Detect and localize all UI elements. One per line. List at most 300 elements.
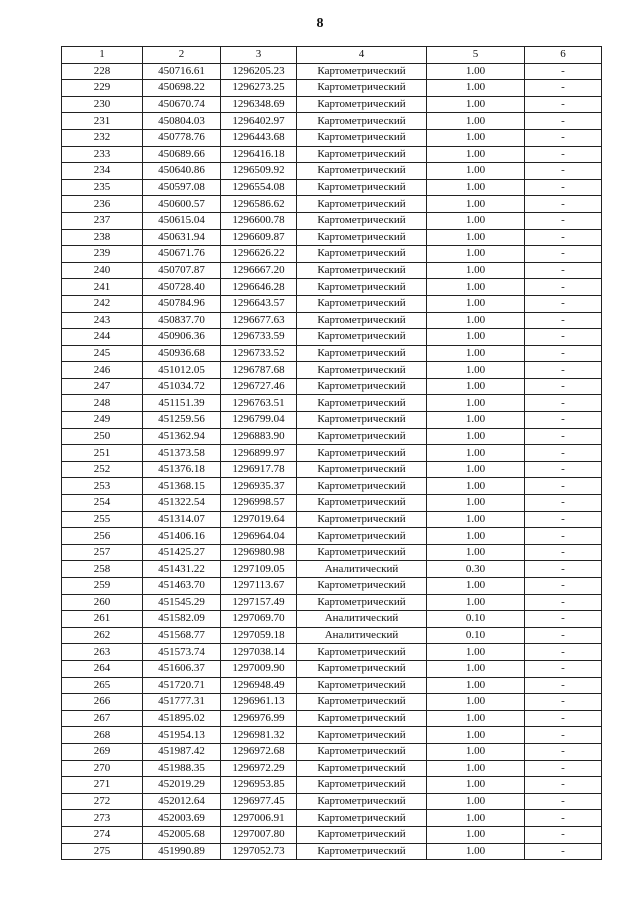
point-number-cell: 233 (62, 146, 143, 163)
x-coordinate-cell: 451431.22 (143, 561, 221, 578)
x-coordinate-cell: 451425.27 (143, 544, 221, 561)
note-cell: - (525, 843, 602, 860)
x-coordinate-cell: 451362.94 (143, 428, 221, 445)
y-coordinate-cell: 1296205.23 (221, 63, 297, 80)
table-row (62, 229, 602, 246)
y-coordinate-cell: 1296787.68 (221, 362, 297, 379)
note-cell: - (525, 611, 602, 628)
method-cell: Картометрический (297, 461, 427, 478)
column-header: 5 (427, 47, 525, 64)
note-cell: - (525, 412, 602, 429)
method-cell: Картометрический (297, 329, 427, 346)
accuracy-cell: 1.00 (427, 810, 525, 827)
note-cell: - (525, 561, 602, 578)
x-coordinate-cell: 451988.35 (143, 760, 221, 777)
method-cell: Картометрический (297, 345, 427, 362)
point-number-cell: 229 (62, 80, 143, 97)
point-number-cell: 260 (62, 594, 143, 611)
point-number-cell: 268 (62, 727, 143, 744)
method-cell: Картометрический (297, 212, 427, 229)
method-cell: Картометрический (297, 196, 427, 213)
note-cell: - (525, 445, 602, 462)
x-coordinate-cell: 451376.18 (143, 461, 221, 478)
note-cell: - (525, 212, 602, 229)
accuracy-cell: 1.00 (427, 63, 525, 80)
method-cell: Аналитический (297, 627, 427, 644)
table-row (62, 262, 602, 279)
column-header: 1 (62, 47, 143, 64)
accuracy-cell: 1.00 (427, 644, 525, 661)
y-coordinate-cell: 1297009.90 (221, 660, 297, 677)
x-coordinate-cell: 450670.74 (143, 96, 221, 113)
table-row (62, 362, 602, 379)
y-coordinate-cell: 1297059.18 (221, 627, 297, 644)
note-cell: - (525, 495, 602, 512)
point-number-cell: 263 (62, 644, 143, 661)
point-number-cell: 238 (62, 229, 143, 246)
note-cell: - (525, 644, 602, 661)
point-number-cell: 235 (62, 179, 143, 196)
method-cell: Картометрический (297, 312, 427, 329)
accuracy-cell: 1.00 (427, 378, 525, 395)
column-header: 3 (221, 47, 297, 64)
accuracy-cell: 1.00 (427, 461, 525, 478)
table-row (62, 196, 602, 213)
x-coordinate-cell: 451545.29 (143, 594, 221, 611)
x-coordinate-cell: 450778.76 (143, 129, 221, 146)
point-number-cell: 241 (62, 279, 143, 296)
table-row (62, 528, 602, 545)
method-cell: Картометрический (297, 727, 427, 744)
method-cell: Картометрический (297, 378, 427, 395)
x-coordinate-cell: 450707.87 (143, 262, 221, 279)
point-number-cell: 250 (62, 428, 143, 445)
table-row (62, 727, 602, 744)
point-number-cell: 230 (62, 96, 143, 113)
table-row (62, 777, 602, 794)
note-cell: - (525, 329, 602, 346)
note-cell: - (525, 478, 602, 495)
table-row (62, 212, 602, 229)
x-coordinate-cell: 451573.74 (143, 644, 221, 661)
method-cell: Картометрический (297, 478, 427, 495)
method-cell: Картометрический (297, 777, 427, 794)
note-cell: - (525, 395, 602, 412)
accuracy-cell: 1.00 (427, 677, 525, 694)
y-coordinate-cell: 1296883.90 (221, 428, 297, 445)
table-row (62, 445, 602, 462)
y-coordinate-cell: 1296799.04 (221, 412, 297, 429)
note-cell: - (525, 163, 602, 180)
accuracy-cell: 1.00 (427, 578, 525, 595)
method-cell: Картометрический (297, 295, 427, 312)
accuracy-cell: 1.00 (427, 395, 525, 412)
column-header: 6 (525, 47, 602, 64)
note-cell: - (525, 777, 602, 794)
x-coordinate-cell: 452019.29 (143, 777, 221, 794)
y-coordinate-cell: 1296733.59 (221, 329, 297, 346)
y-coordinate-cell: 1296917.78 (221, 461, 297, 478)
point-number-cell: 249 (62, 412, 143, 429)
coordinates-table (61, 46, 602, 860)
accuracy-cell: 1.00 (427, 295, 525, 312)
note-cell: - (525, 810, 602, 827)
y-coordinate-cell: 1297038.14 (221, 644, 297, 661)
point-number-cell: 267 (62, 710, 143, 727)
method-cell: Аналитический (297, 561, 427, 578)
accuracy-cell: 1.00 (427, 727, 525, 744)
table-row (62, 478, 602, 495)
x-coordinate-cell: 451368.15 (143, 478, 221, 495)
note-cell: - (525, 826, 602, 843)
x-coordinate-cell: 450716.61 (143, 63, 221, 80)
point-number-cell: 256 (62, 528, 143, 545)
x-coordinate-cell: 450689.66 (143, 146, 221, 163)
accuracy-cell: 1.00 (427, 511, 525, 528)
method-cell: Картометрический (297, 113, 427, 130)
table-row (62, 644, 602, 661)
method-cell: Аналитический (297, 611, 427, 628)
table-row (62, 378, 602, 395)
note-cell: - (525, 146, 602, 163)
y-coordinate-cell: 1297006.91 (221, 810, 297, 827)
method-cell: Картометрический (297, 495, 427, 512)
y-coordinate-cell: 1297109.05 (221, 561, 297, 578)
table-header-row (62, 47, 602, 64)
y-coordinate-cell: 1296586.62 (221, 196, 297, 213)
note-cell: - (525, 793, 602, 810)
note-cell: - (525, 743, 602, 760)
accuracy-cell: 1.00 (427, 826, 525, 843)
point-number-cell: 252 (62, 461, 143, 478)
method-cell: Картометрический (297, 80, 427, 97)
y-coordinate-cell: 1296981.32 (221, 727, 297, 744)
point-number-cell: 271 (62, 777, 143, 794)
table-row (62, 660, 602, 677)
x-coordinate-cell: 450640.86 (143, 163, 221, 180)
accuracy-cell: 1.00 (427, 229, 525, 246)
x-coordinate-cell: 450784.96 (143, 295, 221, 312)
note-cell: - (525, 461, 602, 478)
method-cell: Картометрический (297, 594, 427, 611)
y-coordinate-cell: 1296677.63 (221, 312, 297, 329)
table-row (62, 163, 602, 180)
x-coordinate-cell: 450597.08 (143, 179, 221, 196)
accuracy-cell: 1.00 (427, 760, 525, 777)
point-number-cell: 258 (62, 561, 143, 578)
x-coordinate-cell: 451034.72 (143, 378, 221, 395)
y-coordinate-cell: 1296667.20 (221, 262, 297, 279)
note-cell: - (525, 528, 602, 545)
method-cell: Картометрический (297, 826, 427, 843)
point-number-cell: 273 (62, 810, 143, 827)
accuracy-cell: 1.00 (427, 312, 525, 329)
point-number-cell: 239 (62, 246, 143, 263)
point-number-cell: 248 (62, 395, 143, 412)
accuracy-cell: 1.00 (427, 495, 525, 512)
note-cell: - (525, 677, 602, 694)
y-coordinate-cell: 1296443.68 (221, 129, 297, 146)
point-number-cell: 265 (62, 677, 143, 694)
point-number-cell: 247 (62, 378, 143, 395)
y-coordinate-cell: 1297113.67 (221, 578, 297, 595)
accuracy-cell: 1.00 (427, 96, 525, 113)
column-header: 2 (143, 47, 221, 64)
y-coordinate-cell: 1296416.18 (221, 146, 297, 163)
method-cell: Картометрический (297, 179, 427, 196)
accuracy-cell: 1.00 (427, 113, 525, 130)
method-cell: Картометрический (297, 163, 427, 180)
y-coordinate-cell: 1296935.37 (221, 478, 297, 495)
y-coordinate-cell: 1296972.29 (221, 760, 297, 777)
table-row (62, 146, 602, 163)
method-cell: Картометрический (297, 843, 427, 860)
x-coordinate-cell: 450698.22 (143, 80, 221, 97)
method-cell: Картометрический (297, 428, 427, 445)
y-coordinate-cell: 1297019.64 (221, 511, 297, 528)
x-coordinate-cell: 451463.70 (143, 578, 221, 595)
point-number-cell: 272 (62, 793, 143, 810)
table-row (62, 495, 602, 512)
x-coordinate-cell: 451954.13 (143, 727, 221, 744)
note-cell: - (525, 710, 602, 727)
note-cell: - (525, 544, 602, 561)
page-number: 8 (316, 16, 324, 31)
accuracy-cell: 1.00 (427, 163, 525, 180)
note-cell: - (525, 345, 602, 362)
note-cell: - (525, 578, 602, 595)
method-cell: Картометрический (297, 578, 427, 595)
table-row (62, 345, 602, 362)
x-coordinate-cell: 451777.31 (143, 694, 221, 711)
note-cell: - (525, 246, 602, 263)
point-number-cell: 254 (62, 495, 143, 512)
method-cell: Картометрический (297, 129, 427, 146)
note-cell: - (525, 694, 602, 711)
note-cell: - (525, 627, 602, 644)
y-coordinate-cell: 1296763.51 (221, 395, 297, 412)
table-row (62, 63, 602, 80)
y-coordinate-cell: 1296554.08 (221, 179, 297, 196)
method-cell: Картометрический (297, 694, 427, 711)
x-coordinate-cell: 450804.03 (143, 113, 221, 130)
table-row (62, 329, 602, 346)
x-coordinate-cell: 450728.40 (143, 279, 221, 296)
table-row (62, 295, 602, 312)
table-row (62, 412, 602, 429)
y-coordinate-cell: 1296953.85 (221, 777, 297, 794)
point-number-cell: 234 (62, 163, 143, 180)
table-row (62, 611, 602, 628)
accuracy-cell: 1.00 (427, 445, 525, 462)
y-coordinate-cell: 1296948.49 (221, 677, 297, 694)
table-row (62, 428, 602, 445)
table-row (62, 826, 602, 843)
table-row (62, 760, 602, 777)
table-row (62, 279, 602, 296)
accuracy-cell: 1.00 (427, 710, 525, 727)
note-cell: - (525, 660, 602, 677)
note-cell: - (525, 196, 602, 213)
x-coordinate-cell: 450906.36 (143, 329, 221, 346)
table-row (62, 312, 602, 329)
y-coordinate-cell: 1296609.87 (221, 229, 297, 246)
x-coordinate-cell: 450631.94 (143, 229, 221, 246)
note-cell: - (525, 63, 602, 80)
table-row (62, 578, 602, 595)
accuracy-cell: 1.00 (427, 262, 525, 279)
y-coordinate-cell: 1296600.78 (221, 212, 297, 229)
table-row (62, 843, 602, 860)
note-cell: - (525, 727, 602, 744)
table-row (62, 810, 602, 827)
point-number-cell: 242 (62, 295, 143, 312)
point-number-cell: 274 (62, 826, 143, 843)
point-number-cell: 261 (62, 611, 143, 628)
accuracy-cell: 1.00 (427, 279, 525, 296)
table-row (62, 96, 602, 113)
method-cell: Картометрический (297, 412, 427, 429)
method-cell: Картометрический (297, 229, 427, 246)
y-coordinate-cell: 1297069.70 (221, 611, 297, 628)
x-coordinate-cell: 451606.37 (143, 660, 221, 677)
note-cell: - (525, 760, 602, 777)
point-number-cell: 246 (62, 362, 143, 379)
x-coordinate-cell: 452003.69 (143, 810, 221, 827)
method-cell: Картометрический (297, 146, 427, 163)
accuracy-cell: 1.00 (427, 412, 525, 429)
x-coordinate-cell: 450671.76 (143, 246, 221, 263)
point-number-cell: 251 (62, 445, 143, 462)
x-coordinate-cell: 450837.70 (143, 312, 221, 329)
point-number-cell: 266 (62, 694, 143, 711)
y-coordinate-cell: 1296980.98 (221, 544, 297, 561)
x-coordinate-cell: 450615.04 (143, 212, 221, 229)
point-number-cell: 264 (62, 660, 143, 677)
method-cell: Картометрический (297, 644, 427, 661)
table-row (62, 694, 602, 711)
y-coordinate-cell: 1296646.28 (221, 279, 297, 296)
accuracy-cell: 1.00 (427, 179, 525, 196)
x-coordinate-cell: 452005.68 (143, 826, 221, 843)
accuracy-cell: 1.00 (427, 743, 525, 760)
method-cell: Картометрический (297, 793, 427, 810)
note-cell: - (525, 511, 602, 528)
method-cell: Картометрический (297, 262, 427, 279)
table-row (62, 710, 602, 727)
method-cell: Картометрический (297, 810, 427, 827)
y-coordinate-cell: 1296964.04 (221, 528, 297, 545)
y-coordinate-cell: 1296977.45 (221, 793, 297, 810)
method-cell: Картометрический (297, 445, 427, 462)
note-cell: - (525, 378, 602, 395)
note-cell: - (525, 262, 602, 279)
method-cell: Картометрический (297, 96, 427, 113)
y-coordinate-cell: 1296727.46 (221, 378, 297, 395)
column-header: 4 (297, 47, 427, 64)
note-cell: - (525, 113, 602, 130)
method-cell: Картометрический (297, 660, 427, 677)
point-number-cell: 270 (62, 760, 143, 777)
note-cell: - (525, 129, 602, 146)
note-cell: - (525, 229, 602, 246)
table-row (62, 246, 602, 263)
point-number-cell: 245 (62, 345, 143, 362)
x-coordinate-cell: 451151.39 (143, 395, 221, 412)
accuracy-cell: 0.10 (427, 627, 525, 644)
x-coordinate-cell: 451895.02 (143, 710, 221, 727)
y-coordinate-cell: 1297007.80 (221, 826, 297, 843)
accuracy-cell: 1.00 (427, 345, 525, 362)
table-row (62, 561, 602, 578)
method-cell: Картометрический (297, 63, 427, 80)
point-number-cell: 253 (62, 478, 143, 495)
accuracy-cell: 1.00 (427, 660, 525, 677)
accuracy-cell: 1.00 (427, 777, 525, 794)
point-number-cell: 259 (62, 578, 143, 595)
accuracy-cell: 1.00 (427, 362, 525, 379)
method-cell: Картометрический (297, 362, 427, 379)
x-coordinate-cell: 451568.77 (143, 627, 221, 644)
table-row (62, 743, 602, 760)
note-cell: - (525, 80, 602, 97)
y-coordinate-cell: 1296348.69 (221, 96, 297, 113)
accuracy-cell: 1.00 (427, 146, 525, 163)
y-coordinate-cell: 1297157.49 (221, 594, 297, 611)
accuracy-cell: 1.00 (427, 212, 525, 229)
x-coordinate-cell: 450936.68 (143, 345, 221, 362)
point-number-cell: 232 (62, 129, 143, 146)
y-coordinate-cell: 1296626.22 (221, 246, 297, 263)
accuracy-cell: 1.00 (427, 544, 525, 561)
method-cell: Картометрический (297, 677, 427, 694)
x-coordinate-cell: 451314.07 (143, 511, 221, 528)
y-coordinate-cell: 1296402.97 (221, 113, 297, 130)
table-row (62, 80, 602, 97)
method-cell: Картометрический (297, 246, 427, 263)
note-cell: - (525, 279, 602, 296)
x-coordinate-cell: 451720.71 (143, 677, 221, 694)
note-cell: - (525, 179, 602, 196)
method-cell: Картометрический (297, 279, 427, 296)
table-row (62, 461, 602, 478)
accuracy-cell: 0.30 (427, 561, 525, 578)
accuracy-cell: 1.00 (427, 129, 525, 146)
y-coordinate-cell: 1297052.73 (221, 843, 297, 860)
table-row (62, 113, 602, 130)
accuracy-cell: 1.00 (427, 246, 525, 263)
note-cell: - (525, 295, 602, 312)
point-number-cell: 231 (62, 113, 143, 130)
table-body (62, 63, 602, 860)
method-cell: Картометрический (297, 760, 427, 777)
note-cell: - (525, 96, 602, 113)
y-coordinate-cell: 1296961.13 (221, 694, 297, 711)
x-coordinate-cell: 450600.57 (143, 196, 221, 213)
point-number-cell: 228 (62, 63, 143, 80)
point-number-cell: 255 (62, 511, 143, 528)
accuracy-cell: 1.00 (427, 478, 525, 495)
y-coordinate-cell: 1296733.52 (221, 345, 297, 362)
accuracy-cell: 1.00 (427, 793, 525, 810)
accuracy-cell: 1.00 (427, 594, 525, 611)
x-coordinate-cell: 452012.64 (143, 793, 221, 810)
y-coordinate-cell: 1296509.92 (221, 163, 297, 180)
table-row (62, 793, 602, 810)
y-coordinate-cell: 1296899.97 (221, 445, 297, 462)
point-number-cell: 269 (62, 743, 143, 760)
table-row (62, 544, 602, 561)
